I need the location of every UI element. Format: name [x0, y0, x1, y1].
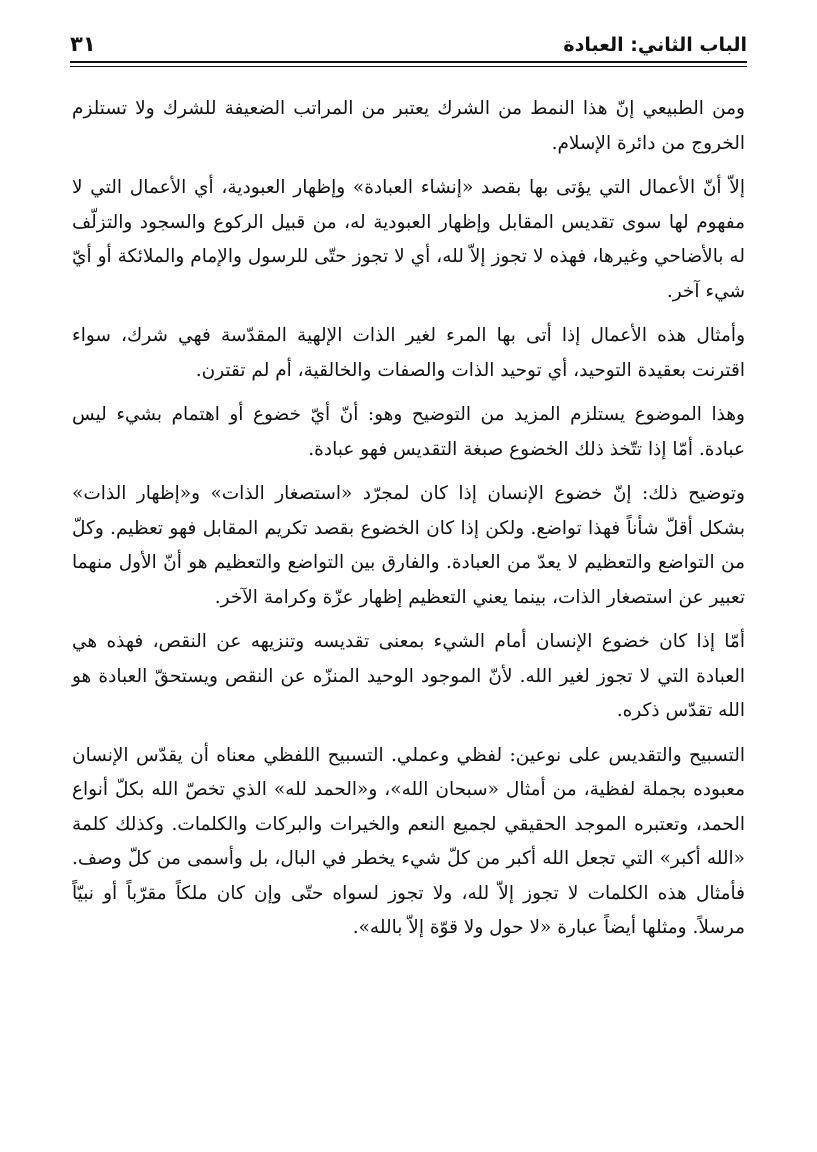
header-rule-thin — [70, 66, 747, 67]
paragraph-3: وأمثال هذه الأعمال إذا أتى بها المرء لغير الذات الإلهية المقدّسة فهي شرك، سواء اقترنت بعقيدة التوحيد، أي توحيد الذات والصفات والخالقية، أم لم تقترن. — [72, 325, 745, 381]
page-number: ٣١ — [70, 32, 96, 56]
header-rule-thick — [70, 61, 747, 63]
paragraph-2: إلاّ أنّ الأعمال التي يؤتى بها بقصد «إنشاء العبادة» وإظهار العبودية، أي الأعمال التي لا مفهوم لها سوى تقديس المقابل وإظهار العبودية له، من قبيل الركوع والسجود والتزلّف له بالأضاحي وغيرها، فهذه لا تجوز إلاّ لله، أي لا تجوز حتّى للرسول والإمام والملائكة أو أيّ شيء آخر. — [72, 177, 745, 302]
paragraph-7: التسبيح والتقديس على نوعين: لفظي وعملي. التسبيح اللفظي معناه أن يقدّس الإنسان معبوده بجملة لفظية، من أمثال «سبحان الله»، و«الحمد لله» الذي تخصّ الله بكلّ أنواع الحمد، وتعتبره الموجد الحقيقي لجميع النعم والخيرات والبركات والكلمات. وكذلك كلمة «الله أكبر» التي تجعل الله أكبر من كلّ شيء يخطر في البال، بل وأسمى من كلّ وصف. فأمثال هذه الكلمات لا تجوز إلاّ لله، ولا تجوز لسواه حتّى وإن كان ملكاً مقرّباً أو نبيّاً مرسلاً. ومثلها أيضاً عبارة «لا حول ولا قوّة إلاّ بالله». — [72, 744, 745, 938]
paragraph-6: أمّا إذا كان خضوع الإنسان أمام الشيء بمعنى تقديسه وتنزيهه عن النقص، فهذه هي العبادة التي لا تجوز لغير الله. لأنّ الموجود الوحيد المنزّه عن النقص ويستحقّ العبادة هو الله تقدّس ذكره. — [72, 631, 745, 721]
body-text — [72, 92, 745, 956]
paragraph-5: وتوضيح ذلك: إنّ خضوع الإنسان إذا كان لمجرّد «استصغار الذات» و«إظهار الذات» بشكل أقلّ شأناً فهذا تواضع. ولكن إذا كان الخضوع بقصد تكريم المقابل فهو تعظيم. وكلّ من التواضع والتعظيم لا يعدّ من العبادة. والفارق بين التواضع والتعظيم هو أنّ الأول منهما تعبير عن استصغار الذات، بينما يعني التعظيم إظهار عزّة وكرامة الآخر. — [72, 483, 745, 608]
running-header — [70, 26, 747, 56]
paragraph-4: وهذا الموضوع يستلزم المزيد من التوضيح وهو: أنّ أيّ خضوع أو اهتمام بشيء ليس عبادة. أمّا إذا تتّخذ ذلك الخضوع صبغة التقديس فهو عبادة. — [72, 404, 745, 460]
paragraph-1: ومن الطبيعي إنّ هذا النمط من الشرك يعتبر من المراتب الضعيفة للشرك ولا تستلزم الخروج من دائرة الإسلام. — [72, 98, 745, 154]
chapter-title: الباب الثاني: العبادة — [563, 34, 747, 56]
